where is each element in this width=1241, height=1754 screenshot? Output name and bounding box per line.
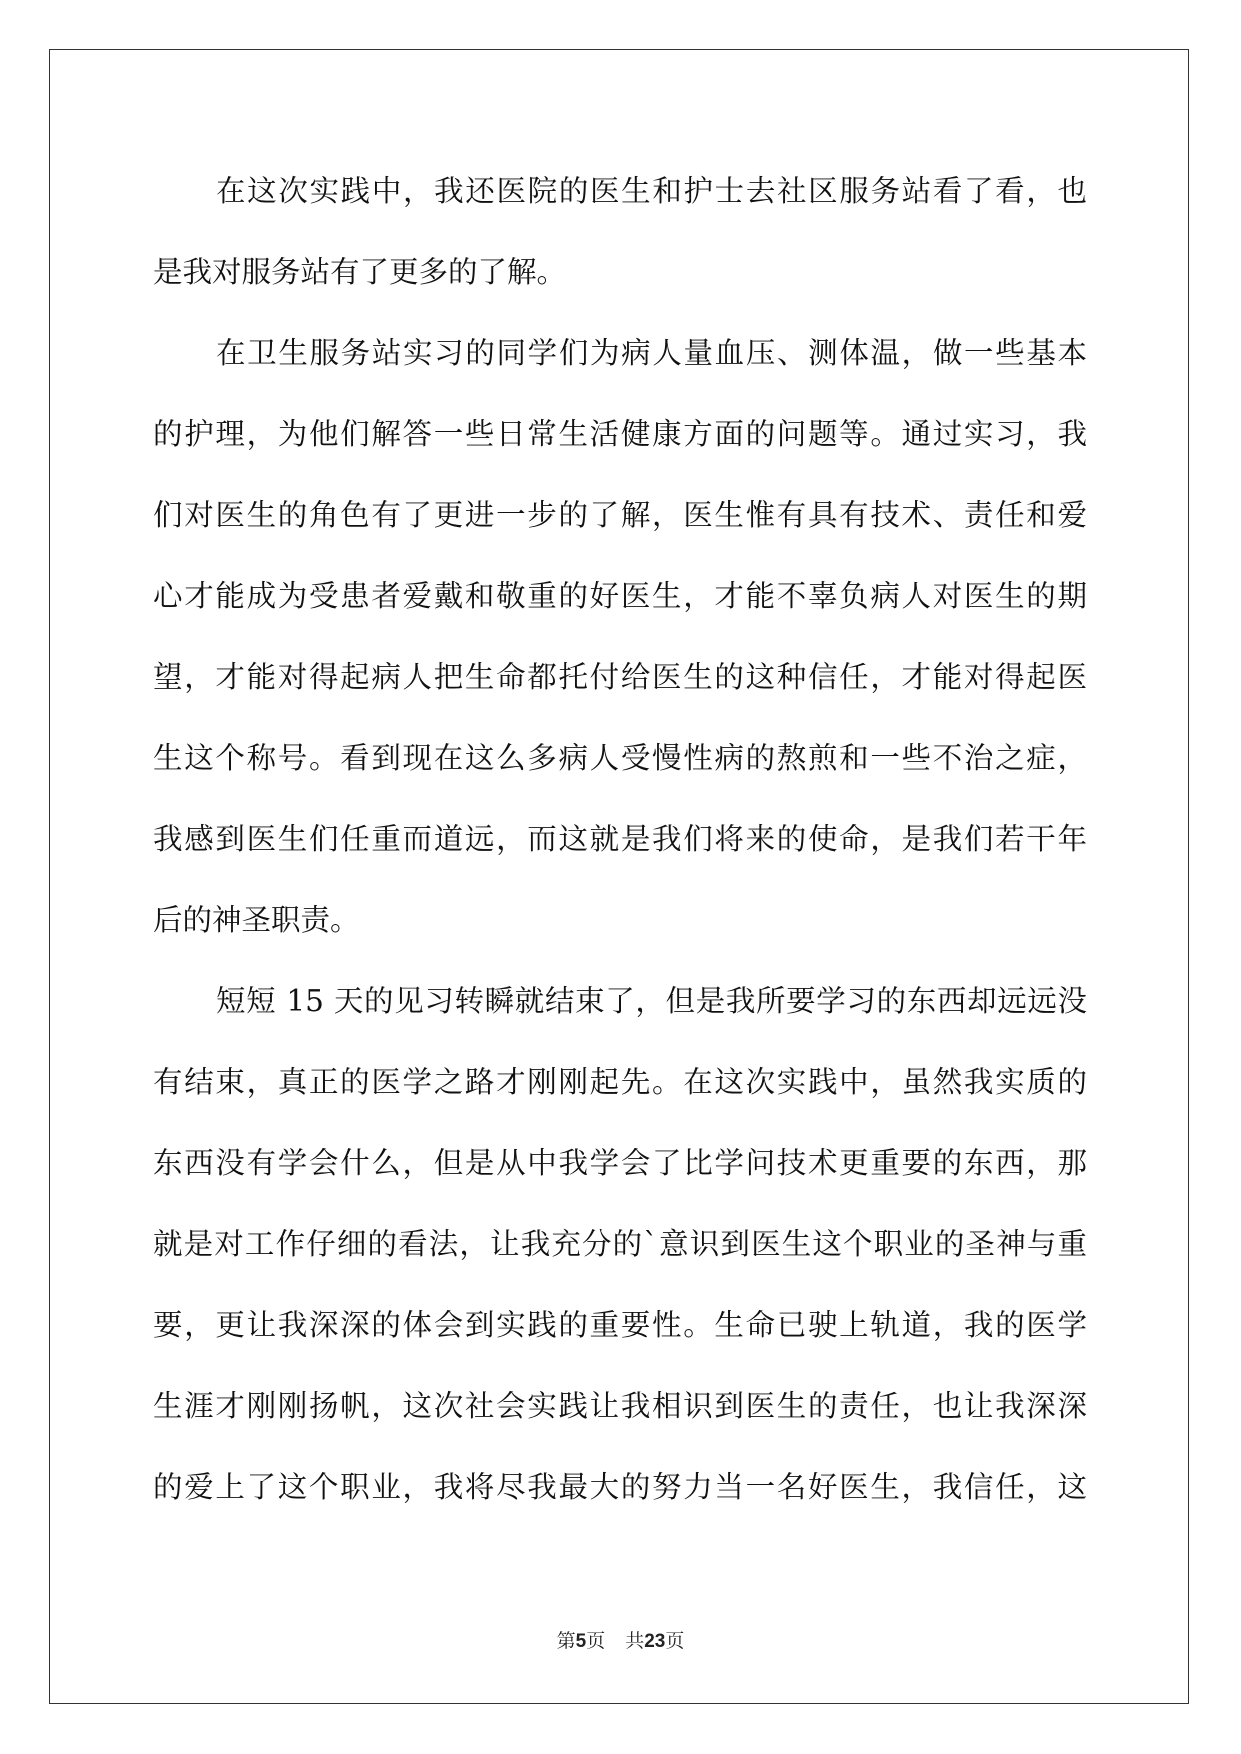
- current-page-number: 5: [575, 1631, 587, 1652]
- text-line: 后的神圣职责。: [153, 903, 360, 937]
- text-line: 就是对工作仔细的看法，让我充分的`意识到医生这个职业的圣神与重: [153, 1227, 1087, 1261]
- text-line: 的护理，为他们解答一些日常生活健康方面的问题等。通过实习，我: [153, 417, 1087, 451]
- document-body: [153, 163, 1087, 1540]
- text-line: 短短 15 天的见习转瞬就结束了，但是我所要学习的东西却远远没: [216, 984, 1087, 1018]
- text-line: 有结束，真正的医学之路才刚刚起先。在这次实践中，虽然我实质的: [153, 1065, 1087, 1099]
- text-line: 东西没有学会什么，但是从中我学会了比学问技术更重要的东西，那: [153, 1146, 1087, 1180]
- text-line: 的爱上了这个职业，我将尽我最大的努力当一名好医生，我信任，这: [153, 1470, 1087, 1504]
- text-line: 望，才能对得起病人把生命都托付给医生的这种信任，才能对得起医: [153, 660, 1087, 694]
- text-line: 我感到医生们任重而道远，而这就是我们将来的使命，是我们若干年: [153, 822, 1087, 856]
- total-page-count: 23: [644, 1631, 666, 1652]
- footer-total-suffix: 页: [665, 1630, 685, 1652]
- text-line: 是我对服务站有了更多的了解。: [153, 255, 567, 289]
- page-footer: [0, 1626, 1241, 1653]
- text-line: 们对医生的角色有了更进一步的了解，医生惟有具有技术、责任和爱: [153, 498, 1087, 532]
- text-line: 心才能成为受患者爱戴和敬重的好医生，才能不辜负病人对医生的期: [153, 579, 1087, 613]
- text-line: 在卫生服务站实习的同学们为病人量血压、测体温，做一些基本: [216, 336, 1087, 370]
- footer-total-prefix: 共: [625, 1630, 645, 1652]
- text-line: 在这次实践中，我还医院的医生和护士去社区服务站看了看，也: [216, 174, 1087, 208]
- text-line: 生涯才刚刚扬帆，这次社会实践让我相识到医生的责任，也让我深深: [153, 1389, 1087, 1423]
- text-line: 要，更让我深深的体会到实践的重要性。生命已驶上轨道，我的医学: [153, 1308, 1087, 1342]
- text-line: 生这个称号。看到现在这么多病人受慢性病的熬煎和一些不治之症，: [153, 741, 1087, 775]
- footer-page-suffix: 页: [586, 1630, 606, 1652]
- footer-prefix: 第: [556, 1630, 576, 1652]
